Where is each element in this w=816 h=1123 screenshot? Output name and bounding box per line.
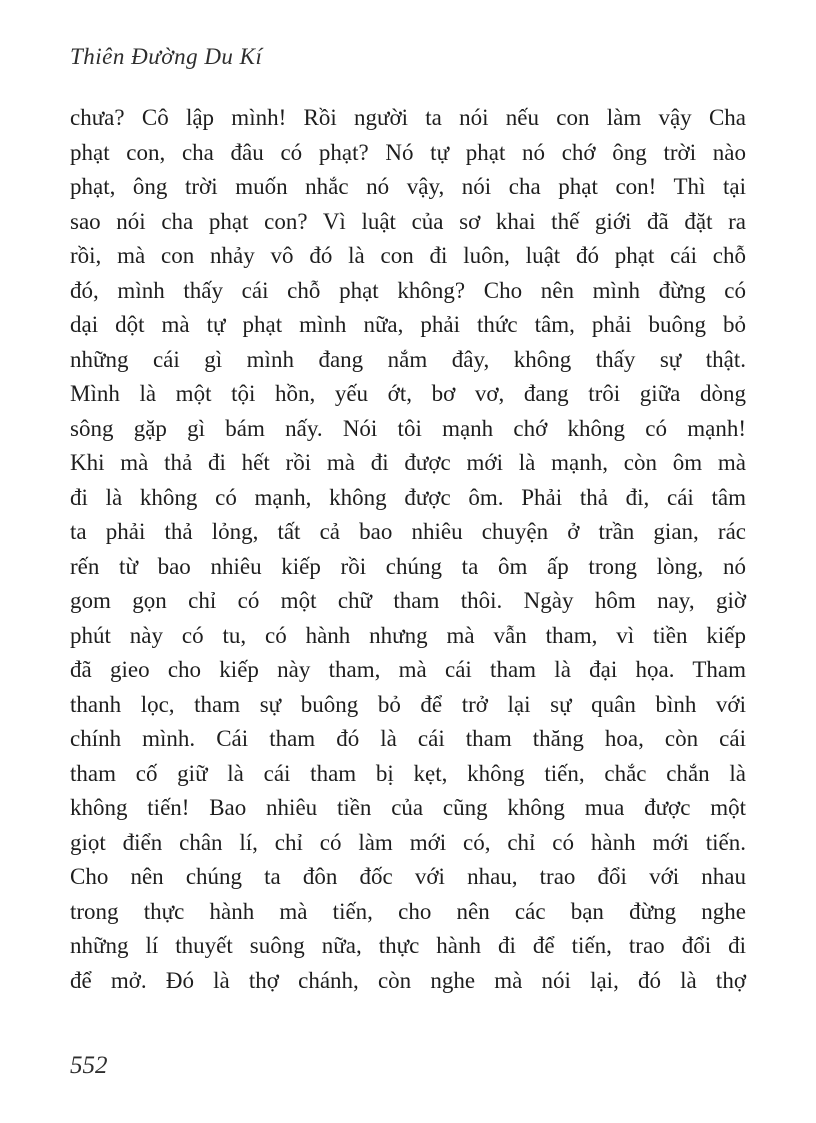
body-text-line: sao nói cha phạt con? Vì luật của sơ khai thế giới đã đặt ra: [70, 208, 746, 234]
body-text-line: trong thực hành mà tiến, cho nên các bạn đừng nghe: [70, 898, 746, 924]
body-text-line: những lí thuyết suông nữa, thực hành đi để tiến, trao đổi đi: [70, 933, 746, 958]
body-text-line: rến từ bao nhiêu kiếp rồi chúng ta ôm ấp trong lòng, nó: [70, 553, 746, 579]
body-text-line: rồi, mà con nhảy vô đó là con đi luôn, luật đó phạt cái chỗ: [70, 243, 746, 268]
body-text-line: những cái gì mình đang nắm đây, không thấy sự thật.: [70, 346, 746, 372]
body-text-line: không tiến! Bao nhiêu tiền của cũng không mua được một: [70, 795, 746, 820]
body-text-line: dại dột mà tự phạt mình nữa, phải thức tâm, phải buông bỏ: [70, 312, 746, 337]
body-text-line: đó, mình thấy cái chỗ phạt không? Cho nên mình đừng có: [70, 277, 746, 303]
body-text-line: gom gọn chỉ có một chữ tham thôi. Ngày hôm nay, giờ: [70, 588, 746, 613]
body-text-line: phạt, ông trời muốn nhắc nó vậy, nói cha phạt con! Thì tại: [70, 174, 746, 199]
body-text-line: ta phải thả lỏng, tất cả bao nhiêu chuyện ở trần gian, rác: [70, 519, 746, 544]
running-header: Thiên Đường Du Kí: [70, 44, 263, 69]
body-text-line: đã gieo cho kiếp này tham, mà cái tham là đại họa. Tham: [70, 657, 746, 682]
page-number: 552: [70, 1052, 108, 1079]
body-text-line: thanh lọc, tham sự buông bỏ để trở lại sự quân bình với: [70, 691, 746, 717]
body-text-line: Cho nên chúng ta đôn đốc với nhau, trao đổi với nhau: [70, 864, 746, 889]
body-text-line: sông gặp gì bám nấy. Nói tôi mạnh chớ không có mạnh!: [70, 415, 746, 441]
body-text-line: phạt con, cha đâu có phạt? Nó tự phạt nó chớ ông trời nào: [70, 139, 746, 165]
body-text-line: đi là không có mạnh, không được ôm. Phải thả đi, cái tâm: [70, 484, 746, 510]
body-text-line: giọt điển chân lí, chỉ có làm mới có, chỉ có hành mới tiến.: [70, 829, 746, 855]
body-text-line: tham cố giữ là cái tham bị kẹt, không tiến, chắc chắn là: [70, 760, 746, 786]
body-text-line: chính mình. Cái tham đó là cái tham thăng hoa, còn cái: [70, 726, 746, 751]
body-text-line: Khi mà thả đi hết rồi mà đi được mới là mạnh, còn ôm mà: [70, 450, 746, 475]
body-text-line: để mở. Đó là thợ chánh, còn nghe mà nói lại, đó là thợ: [70, 967, 746, 993]
body-text-line: chưa? Cô lập mình! Rồi người ta nói nếu con làm vậy Cha: [70, 105, 746, 130]
body-text-line: phút này có tu, có hành nhưng mà vẫn tham, vì tiền kiếp: [70, 622, 746, 648]
body-text: [70, 101, 746, 998]
body-text-line: Mình là một tội hồn, yếu ớt, bơ vơ, đang trôi giữa dòng: [70, 381, 746, 406]
